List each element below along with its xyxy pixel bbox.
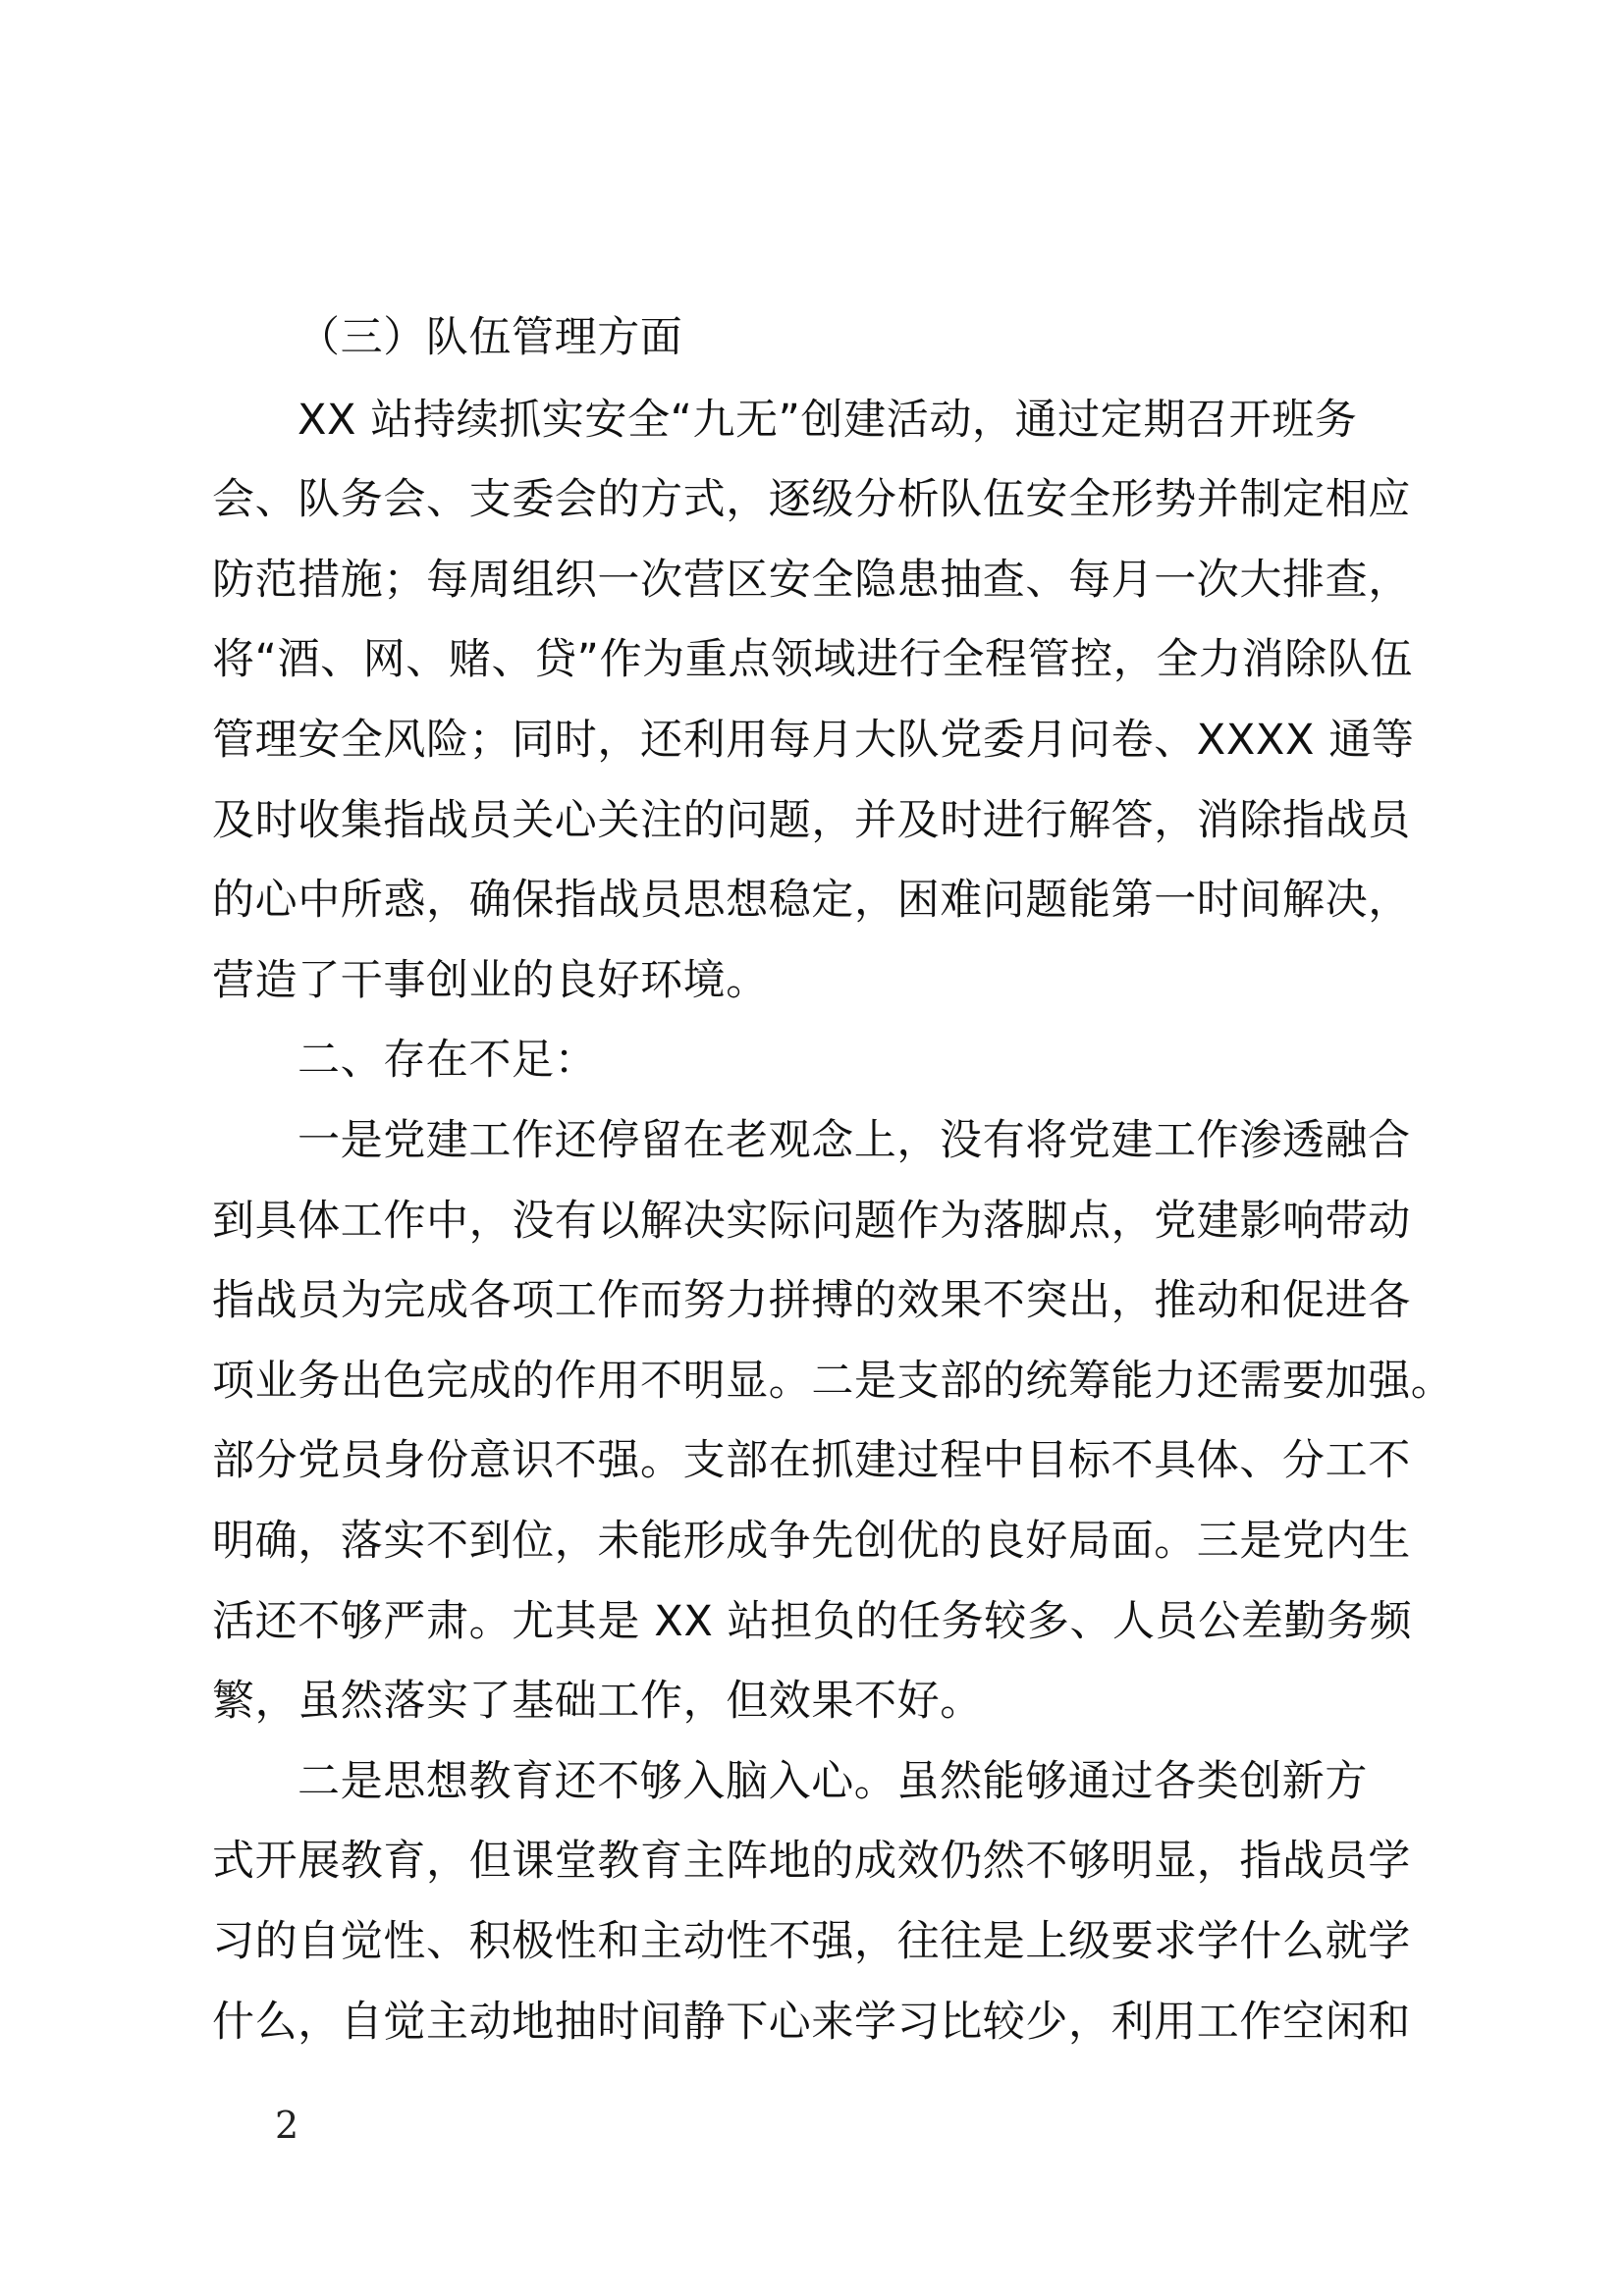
paragraph-line: 将“酒、网、赌、贷”作为重点领域进行全程管控，全力消除队伍 (212, 635, 1413, 684)
section-heading: （三）队伍管理方面 (298, 313, 683, 362)
paragraph-line: 什么，自觉主动地抽时间静下心来学习比较少，利用工作空闲和 (212, 1998, 1411, 2047)
paragraph-line: 防范措施；每周组织一次营区安全隐患抽查、每月一次大排查， (212, 556, 1411, 605)
paragraph-line: 管理安全风险；同时，还利用每月大队党委月问卷、XXXX 通等 (212, 716, 1415, 765)
paragraph-line: 及时收集指战员关心关注的问题，并及时进行解答，消除指战员 (212, 796, 1411, 845)
paragraph-line: 繁，虽然落实了基础工作，但效果不好。 (212, 1677, 983, 1726)
paragraph-line: 项业务出色完成的作用不明显。二是支部的统筹能力还需要加强。 (212, 1357, 1454, 1406)
section-title-shortcomings: 二、存在不足： (298, 1036, 598, 1085)
paragraph-line: 活还不够严肃。尤其是 XX 站担负的任务较多、人员公差勤务频 (212, 1597, 1413, 1646)
paragraph-line: 二是思想教育还不够入脑入心。虽然能够通过各类创新方 (298, 1757, 1368, 1806)
paragraph-line: 部分党员身份意识不强。支部在抓建过程中目标不具体、分工不 (212, 1436, 1411, 1485)
paragraph-line: 习的自觉性、积极性和主动性不强，往往是上级要求学什么就学 (212, 1917, 1411, 1966)
paragraph-line: XX 站持续抓实安全“九无”创建活动，通过定期召开班务 (298, 396, 1358, 445)
page-number: 2 (275, 2104, 299, 2147)
paragraph-line: 一是党建工作还停留在老观念上，没有将党建工作渗透融合 (298, 1116, 1411, 1165)
paragraph-line: 会、队务会、支委会的方式，逐级分析队伍安全形势并制定相应 (212, 475, 1411, 524)
paragraph-line: 的心中所惑，确保指战员思想稳定，困难问题能第一时间解决， (212, 876, 1411, 925)
paragraph-line: 到具体工作中，没有以解决实际问题作为落脚点，党建影响带动 (212, 1197, 1411, 1246)
paragraph-line: 营造了干事创业的良好环境。 (212, 956, 769, 1005)
paragraph-line: 指战员为完成各项工作而努力拼搏的效果不突出，推动和促进各 (212, 1276, 1411, 1325)
paragraph-line: 式开展教育，但课堂教育主阵地的成效仍然不够明显，指战员学 (212, 1837, 1411, 1886)
paragraph-line: 明确，落实不到位，未能形成争先创优的良好局面。三是党内生 (212, 1517, 1411, 1566)
